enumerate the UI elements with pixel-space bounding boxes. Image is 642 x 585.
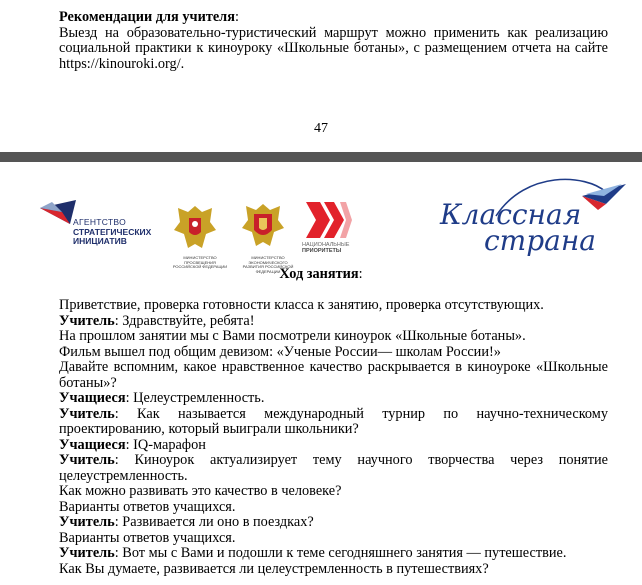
priority-line-2: ПРИОРИТЕТЫ [302, 248, 342, 254]
previous-page [0, 0, 642, 152]
recommendation-label: Рекомендации для учителя [59, 9, 235, 25]
line-students-answer-1: Учащиеся: Целеустремленность. [59, 390, 265, 406]
line-teacher-tournament: Учитель: Как называется международный турнир по научно-техническому [59, 405, 608, 422]
line-motto: Фильм вышел под общим девизом: «Ученые России— школам России!» [59, 343, 501, 360]
page-separator [0, 152, 642, 162]
recommendation-line-2: социальной практики к киноуроку «Школьные ботаны», с размещением отчета на сайте [59, 40, 608, 56]
asi-logo [40, 198, 160, 246]
line-previous-lesson: На прошлом занятии мы с Вами посмотрели киноурок «Школьные ботаны». [59, 328, 526, 344]
line-teacher-hello: Учитель: Здравствуйте, ребята! [59, 312, 255, 329]
line-question-quality: Давайте вспомним, какое нравственное качество раскрывается в киноуроке «Школьные [59, 359, 608, 375]
line-teacher-tournament-end: проектированию, который выиграли школьники? [59, 421, 359, 437]
ministry-economy-emblem [240, 200, 300, 260]
line-develop-question: Как можно развивать это качество в человеке? [59, 483, 342, 499]
line-greeting: Приветствие, проверка готовности класса к занятию, проверка отсутствующих. [59, 297, 544, 313]
emblem-2-caption: МИНИСТЕРСТВО ЭКОНОМИЧЕСКОГО РАЗВИТИЯ РОССИЙСКОЙ ФЕДЕРАЦИИ [242, 255, 294, 274]
line-travel-question: Как Вы думаете, развивается ли целеустремленность в путешествиях? [59, 560, 489, 577]
priority-line-1: НАЦИОНАЛЬНЫЕ [302, 242, 350, 248]
ministry-education-emblem [172, 202, 232, 262]
section-heading: Ход занятия: [279, 266, 363, 282]
klassnaya-strana-logo [436, 174, 626, 256]
asi-line-1: АГЕНТСТВО [73, 217, 127, 227]
line-students-answer-2: Учащиеся: IQ-марафон [59, 436, 206, 453]
asi-line-3: ИНИЦИАТИВ [73, 236, 127, 246]
line-answer-options-2: Варианты ответов учащихся. [59, 529, 236, 546]
line-answer-options-1: Варианты ответов учащихся. [59, 498, 236, 515]
page-number: 47 [314, 121, 328, 136]
current-page [0, 162, 642, 585]
coat-of-arms-icon [172, 202, 218, 254]
lesson-transcript [59, 298, 608, 577]
coat-of-arms-shield-icon [240, 200, 286, 252]
paper-plane-icon [582, 184, 626, 210]
ks-line-1: Классная [440, 198, 582, 231]
line-question-quality-end: ботаны»? [59, 374, 117, 391]
line-teacher-topic: Учитель: Вот мы с Вами и подошли к теме сегодняшнего занятия — путешествие. [59, 545, 567, 561]
line-teacher-trips: Учитель: Развивается ли оно в поездках? [59, 514, 314, 530]
line-teacher-theme-end: целеустремленность. [59, 467, 188, 484]
asi-line-2: СТРАТЕГИЧЕСКИХ [73, 226, 152, 237]
recommendation-link: https://kinouroki.org/. [59, 55, 185, 72]
teacher-recommendation: Рекомендации для учителя: Выезд на образовательно-туристический маршрут можно применить как реализацию социальной практики к киноуроку «Школьные ботаны», с размещением отчета на сайте https://kinouroki.org/. [59, 9, 608, 72]
priority-chevrons-icon [300, 200, 352, 240]
emblem-1-caption: МИНИСТЕРСТВО ПРОСВЕЩЕНИЯ РОССИЙСКОЙ ФЕДЕРАЦИИ [172, 255, 228, 269]
recommendation-line-1: Выезд на образовательно-туристический маршрут можно применить как реализацию [59, 24, 608, 41]
priority-caption [302, 242, 349, 254]
ks-line-2: страна [484, 224, 596, 256]
line-teacher-theme: Учитель: Киноурок актуализирует тему научного творчества через понятие [59, 452, 608, 468]
